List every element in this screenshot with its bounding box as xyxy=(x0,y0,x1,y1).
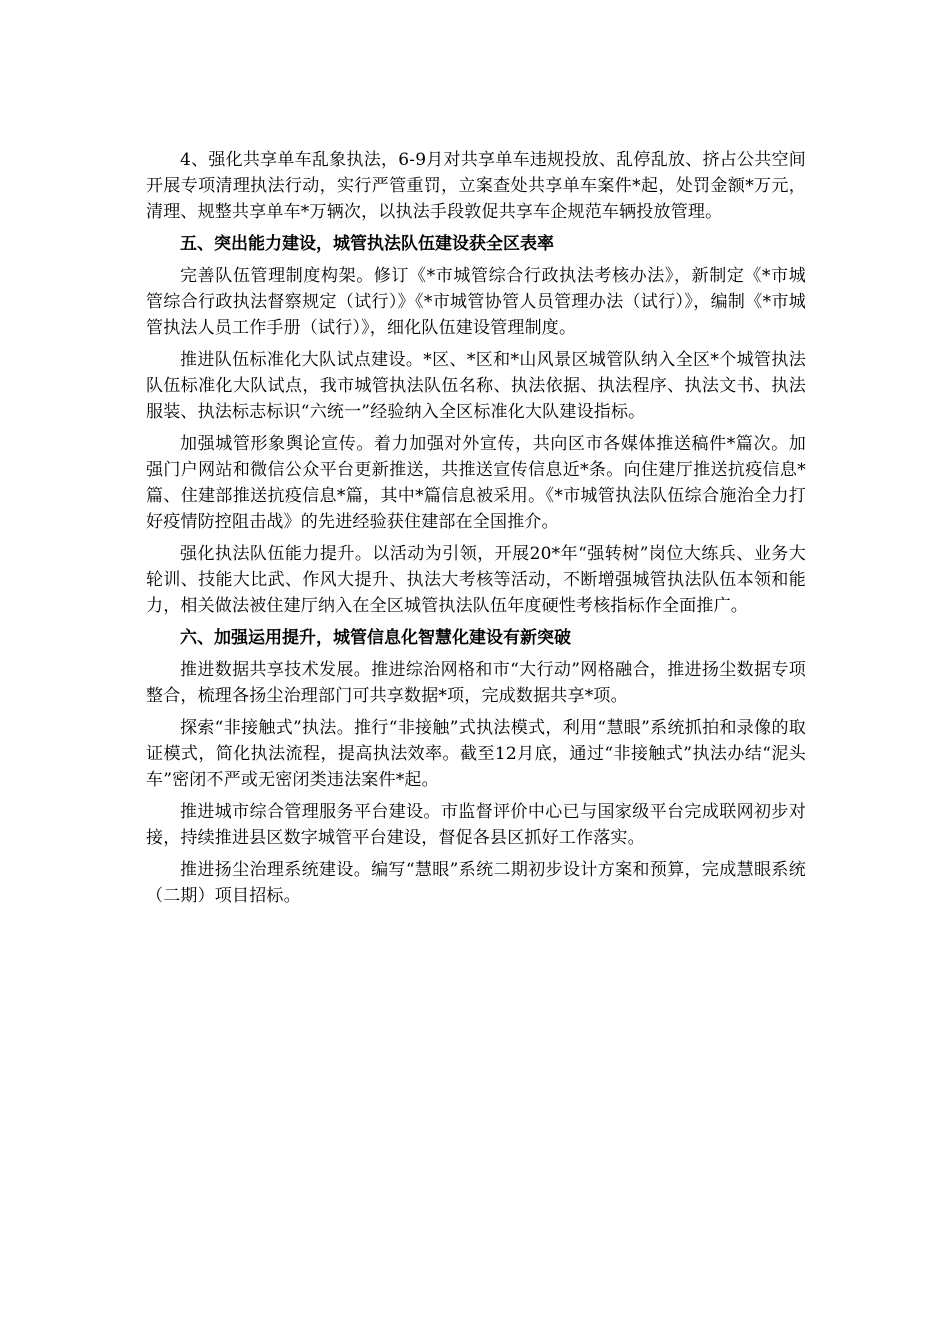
paragraph-team-management: 完善队伍管理制度构架。修订《*市城管综合行政执法考核办法》，新制定《*市城管综合行政执法督察规定（试行）》《*市城管协管人员管理办法（试行）》，编制《*市城管执法人员工作手册（试行）》，细化队伍建设管理制度。 xyxy=(146,266,806,338)
paragraph-capability: 强化执法队伍能力提升。以活动为引领，开展20*年“强转树”岗位大练兵、业务大轮训、技能大比武、作风大提升、执法大考核等活动，不断增强城管执法队伍本领和能力，相关做法被住建厅纳入在全区城管执法队伍年度硬性考核指标作全面推广。 xyxy=(146,544,806,616)
paragraph-data-sharing: 推进数据共享技术发展。推进综治网格和市“大行动”网格融合，推进扬尘数据专项整合，梳理各扬尘治理部门可共享数据*项，完成数据共享*项。 xyxy=(146,660,806,706)
paragraph-platform-construction: 推进城市综合管理服务平台建设。市监督评价中心已与国家级平台完成联网初步对接，持续推进县区数字城管平台建设，督促各县区抓好工作落实。 xyxy=(146,802,806,848)
paragraph-shared-bikes: 4、强化共享单车乱象执法，6-9月对共享单车违规投放、乱停乱放、挤占公共空间开展专项清理执法行动，实行严管重罚，立案查处共享单车案件*起，处罚金额*万元，清理、规整共享单车*万辆次，以执法手段敦促共享车企规范车辆投放管理。 xyxy=(146,150,806,222)
paragraph-dust-control: 推进扬尘治理系统建设。编写“慧眼”系统二期初步设计方案和预算，完成慧眼系统（二期）项目招标。 xyxy=(146,860,806,906)
paragraph-publicity: 加强城管形象舆论宣传。着力加强对外宣传，共向区市各媒体推送稿件*篇次。加强门户网站和微信公众平台更新推送，共推送宣传信息近*条。向住建厅推送抗疫信息*篇、住建部推送抗疫信息*篇，其中*篇信息被采用。《*市城管执法队伍综合施治全力打好疫情防控阻击战》的先进经验获住建部在全国推介。 xyxy=(146,434,806,532)
paragraph-standardization-pilot: 推进队伍标准化大队试点建设。*区、*区和*山风景区城管队纳入全区*个城管执法队伍标准化大队试点，我市城管执法队伍名称、执法依据、执法程序、执法文书、执法服装、执法标志标识“六统一”经验纳入全区标准化大队建设指标。 xyxy=(146,350,806,422)
paragraph-contactless-enforcement: 探索“非接触式”执法。推行“非接触”式执法模式，利用“慧眼”系统抓拍和录像的取证模式，简化执法流程，提高执法效率。截至12月底，通过“非接触式”执法办结“泥头车”密闭不严或无密闭类违法案件*起。 xyxy=(146,718,806,790)
section-heading-5: 五、突出能力建设，城管执法队伍建设获全区表率 xyxy=(180,234,554,254)
document-body xyxy=(146,147,806,915)
section-heading-6: 六、加强运用提升，城管信息化智慧化建设有新突破 xyxy=(180,628,571,648)
